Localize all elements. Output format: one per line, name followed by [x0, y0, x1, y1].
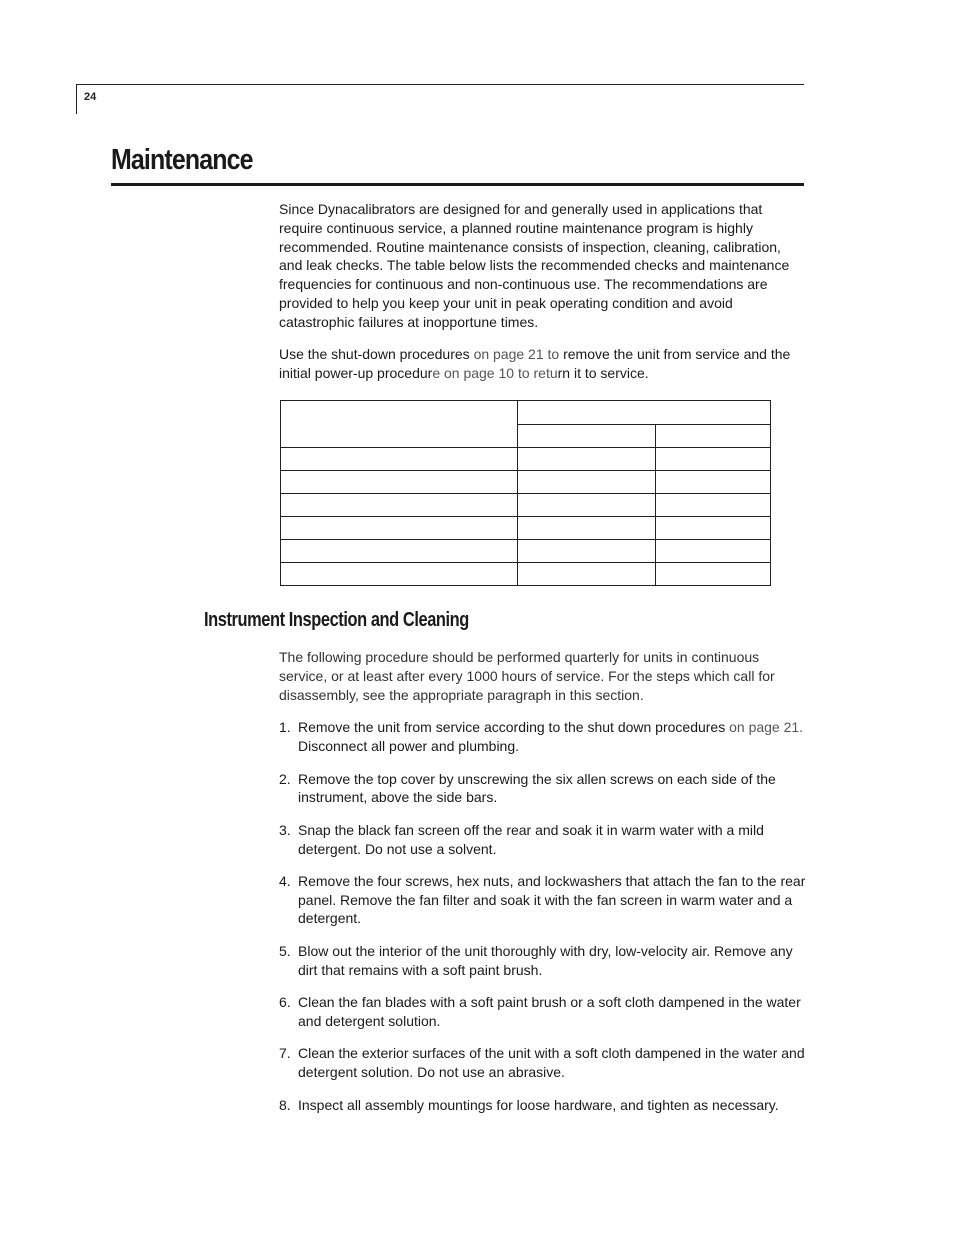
page-number: 24 [84, 91, 97, 103]
table-cell [656, 517, 771, 540]
step-text: Remove the four screws, hex nuts, and lockwashers that attach the fan to the rear panel. Remove the fan filter and soak it with the fan screen in warm water and a detergent. [298, 872, 806, 927]
step-number: 6. [279, 993, 291, 1010]
maintenance-table [280, 400, 771, 586]
table-row [281, 471, 771, 494]
step-text: Remove the top cover by unscrewing the six allen screws on each side of the instrument, above the side bars. [298, 770, 776, 806]
table-cell [281, 448, 518, 471]
page-21-step-reference[interactable]: on page 21. [729, 719, 804, 735]
step-5 [279, 942, 807, 980]
step-6 [279, 993, 807, 1031]
step-number: 5. [279, 943, 291, 960]
step-number: 7. [279, 1045, 291, 1062]
section-heading: Instrument Inspection and Cleaning [204, 609, 469, 631]
step-text [298, 718, 807, 756]
table-row [281, 448, 771, 471]
step-number: 2. [279, 770, 291, 787]
step-8 [279, 1096, 807, 1115]
table-cell [656, 448, 771, 471]
table-cell [517, 517, 656, 540]
step-text-main: Remove the unit from service according to the shut down procedures [298, 719, 730, 735]
step-number: 1. [279, 719, 291, 735]
step-number: 3. [279, 822, 291, 839]
table-cell [281, 563, 518, 586]
table-cell [656, 540, 771, 563]
procedure-steps [279, 718, 807, 1115]
page-21-reference[interactable]: on page 21 to [473, 346, 560, 362]
table-header-cell [656, 425, 771, 448]
table-header-row [281, 401, 771, 425]
step-7 [279, 1044, 807, 1082]
table-cell [517, 494, 656, 517]
shutdown-text-1: Use the shut-down procedures [279, 346, 474, 362]
header-tick [76, 84, 77, 114]
table-cell [656, 563, 771, 586]
intro-paragraph: Since Dynacalibrators are designed for and generally used in applications that require continuous service, a planned routine maintenance program is highly recommended. Routine maintenance consists of inspection, cleaning, calibration, and leak checks. The table below lists the recommended checks and maintenance frequencies for continuous and non-continuous use. The recommendations are provided to help you keep your unit in peak operating condition and avoid catastrophic failures at inopportune times. [279, 201, 790, 330]
table-row [281, 517, 771, 540]
step-3 [279, 821, 807, 859]
step-2 [279, 770, 807, 808]
shutdown-paragraph [279, 345, 807, 383]
page-10-reference[interactable]: e on page 10 to retu [432, 364, 558, 381]
procedure-intro: The following procedure should be performed quarterly for units in continuous service, or at least after every 1000 hours of service. For the steps which call for disassembly, see the appropriate paragraph in this section. [279, 649, 775, 703]
table-cell [656, 471, 771, 494]
header-rule [76, 84, 804, 85]
table-cell [281, 517, 518, 540]
step-number: 4. [279, 872, 291, 889]
step-1 [279, 718, 807, 756]
table-cell [656, 494, 771, 517]
step-text: Clean the fan blades with a soft paint brush or a soft cloth dampened in the water and detergent solution. [298, 993, 801, 1029]
table-header-cell [281, 401, 518, 448]
table-cell [517, 540, 656, 563]
table-header-cell [517, 425, 656, 448]
shutdown-text-3: rn it to service. [557, 364, 649, 381]
table-cell [281, 494, 518, 517]
table-cell [517, 563, 656, 586]
table-row [281, 540, 771, 563]
shutdown-text-2: remove the unit from service and the initial power-up procedur [279, 346, 791, 381]
step-number: 8. [279, 1096, 291, 1113]
step-4 [279, 872, 807, 928]
table-cell [281, 471, 518, 494]
table-cell [517, 471, 656, 494]
table-cell [281, 540, 518, 563]
step-text: Snap the black fan screen off the rear and soak it in warm water with a mild detergent. Do not use a solvent. [298, 822, 764, 857]
title-rule [111, 183, 804, 186]
table-cell [517, 448, 656, 471]
step-text: Clean the exterior surfaces of the unit with a soft cloth dampened in the water and detergent solution. Do not use an abrasive. [298, 1045, 805, 1081]
step-text: Inspect all assembly mountings for loose hardware, and tighten as necessary. [298, 1096, 779, 1113]
table-row [281, 494, 771, 517]
table-row [281, 563, 771, 586]
step-text-tail: Disconnect all power and plumbing. [298, 737, 520, 754]
step-text: Blow out the interior of the unit thoroughly with dry, low-velocity air. Remove any dirt that remains with a soft paint brush. [298, 943, 793, 978]
page-title: Maintenance [111, 144, 253, 176]
table-header-cell [517, 401, 770, 425]
